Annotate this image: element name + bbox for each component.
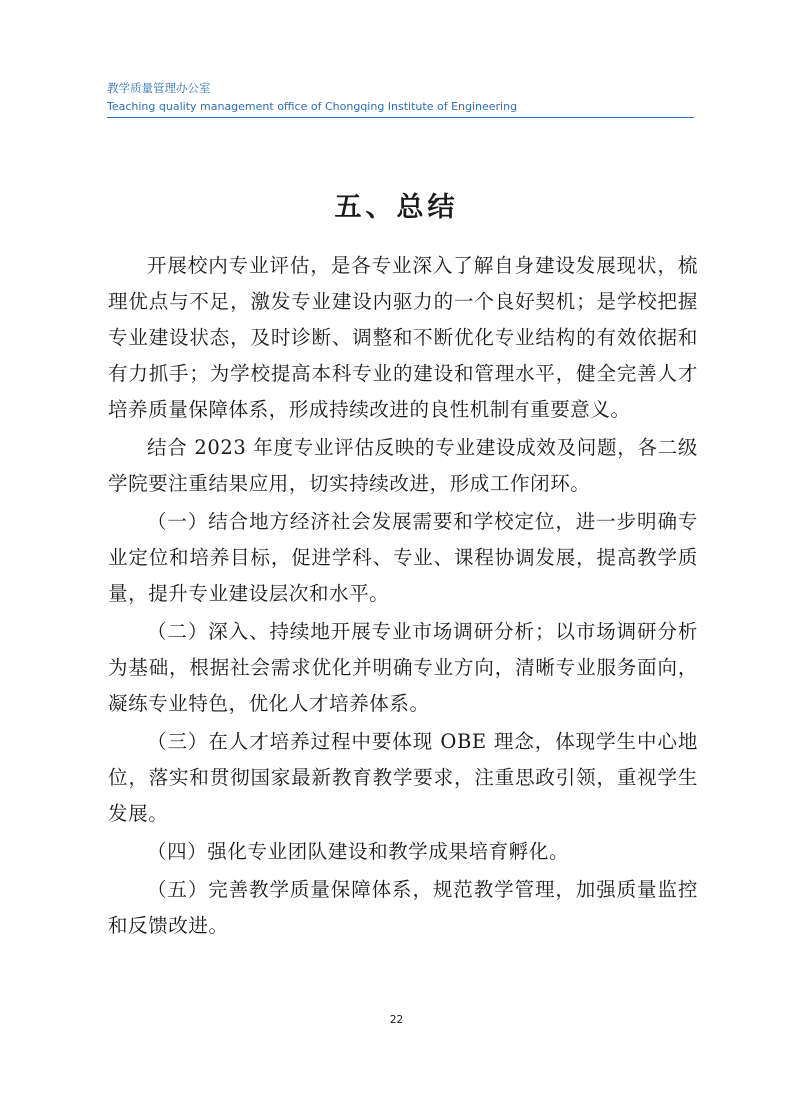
paragraph-significance: 开展校内专业评估，是各专业深入了解自身建设发展现状，梳理优点与不足，激发专业建设内驱力的一个良好契机；是学校把握专业建设状态，及时诊断、调整和不断优化专业结构的有效依据和有力抓手；为学校提高本科专业的建设和管理水平，健全完善人才培养质量保障体系，形成持续改进的良性机制有重要意义。 <box>108 254 698 421</box>
body-content <box>108 248 698 946</box>
paragraph-item-4: （四）强化专业团队建设和教学成果培育孵化。 <box>147 840 570 863</box>
page-header <box>107 79 694 118</box>
header-rule <box>107 117 694 118</box>
paragraph-item-3: （三）在人才培养过程中要体现 OBE 理念，体现学生中心地位，落实和贯彻国家最新教育教学要求，注重思政引领，重视学生发展。 <box>108 730 698 825</box>
paragraph-item-2: （二）深入、持续地开展专业市场调研分析；以市场调研分析为基础，根据社会需求优化并明确专业方向，清晰专业服务面向，凝练专业特色，优化人才培养体系。 <box>108 620 698 715</box>
header-org-chinese: 教学质量管理办公室 <box>107 81 211 95</box>
header-org-english: Teaching quality management office of Chongqing Institute of Engineering <box>107 100 518 113</box>
section-title: 五、总结 <box>334 192 459 223</box>
paragraph-2023-results: 结合 2023 年度专业评估反映的专业建设成效及问题，各二级学院要注重结果应用，切实持续改进，形成工作闭环。 <box>108 436 698 495</box>
paragraph-item-1: （一）结合地方经济社会发展需要和学校定位，进一步明确专业定位和培养目标，促进学科、专业、课程协调发展，提高教学质量，提升专业建设层次和水平。 <box>108 510 698 605</box>
page-number: 22 <box>389 1014 404 1026</box>
paragraph-item-5: （五）完善教学质量保障体系，规范教学管理，加强质量监控和反馈改进。 <box>108 878 698 937</box>
